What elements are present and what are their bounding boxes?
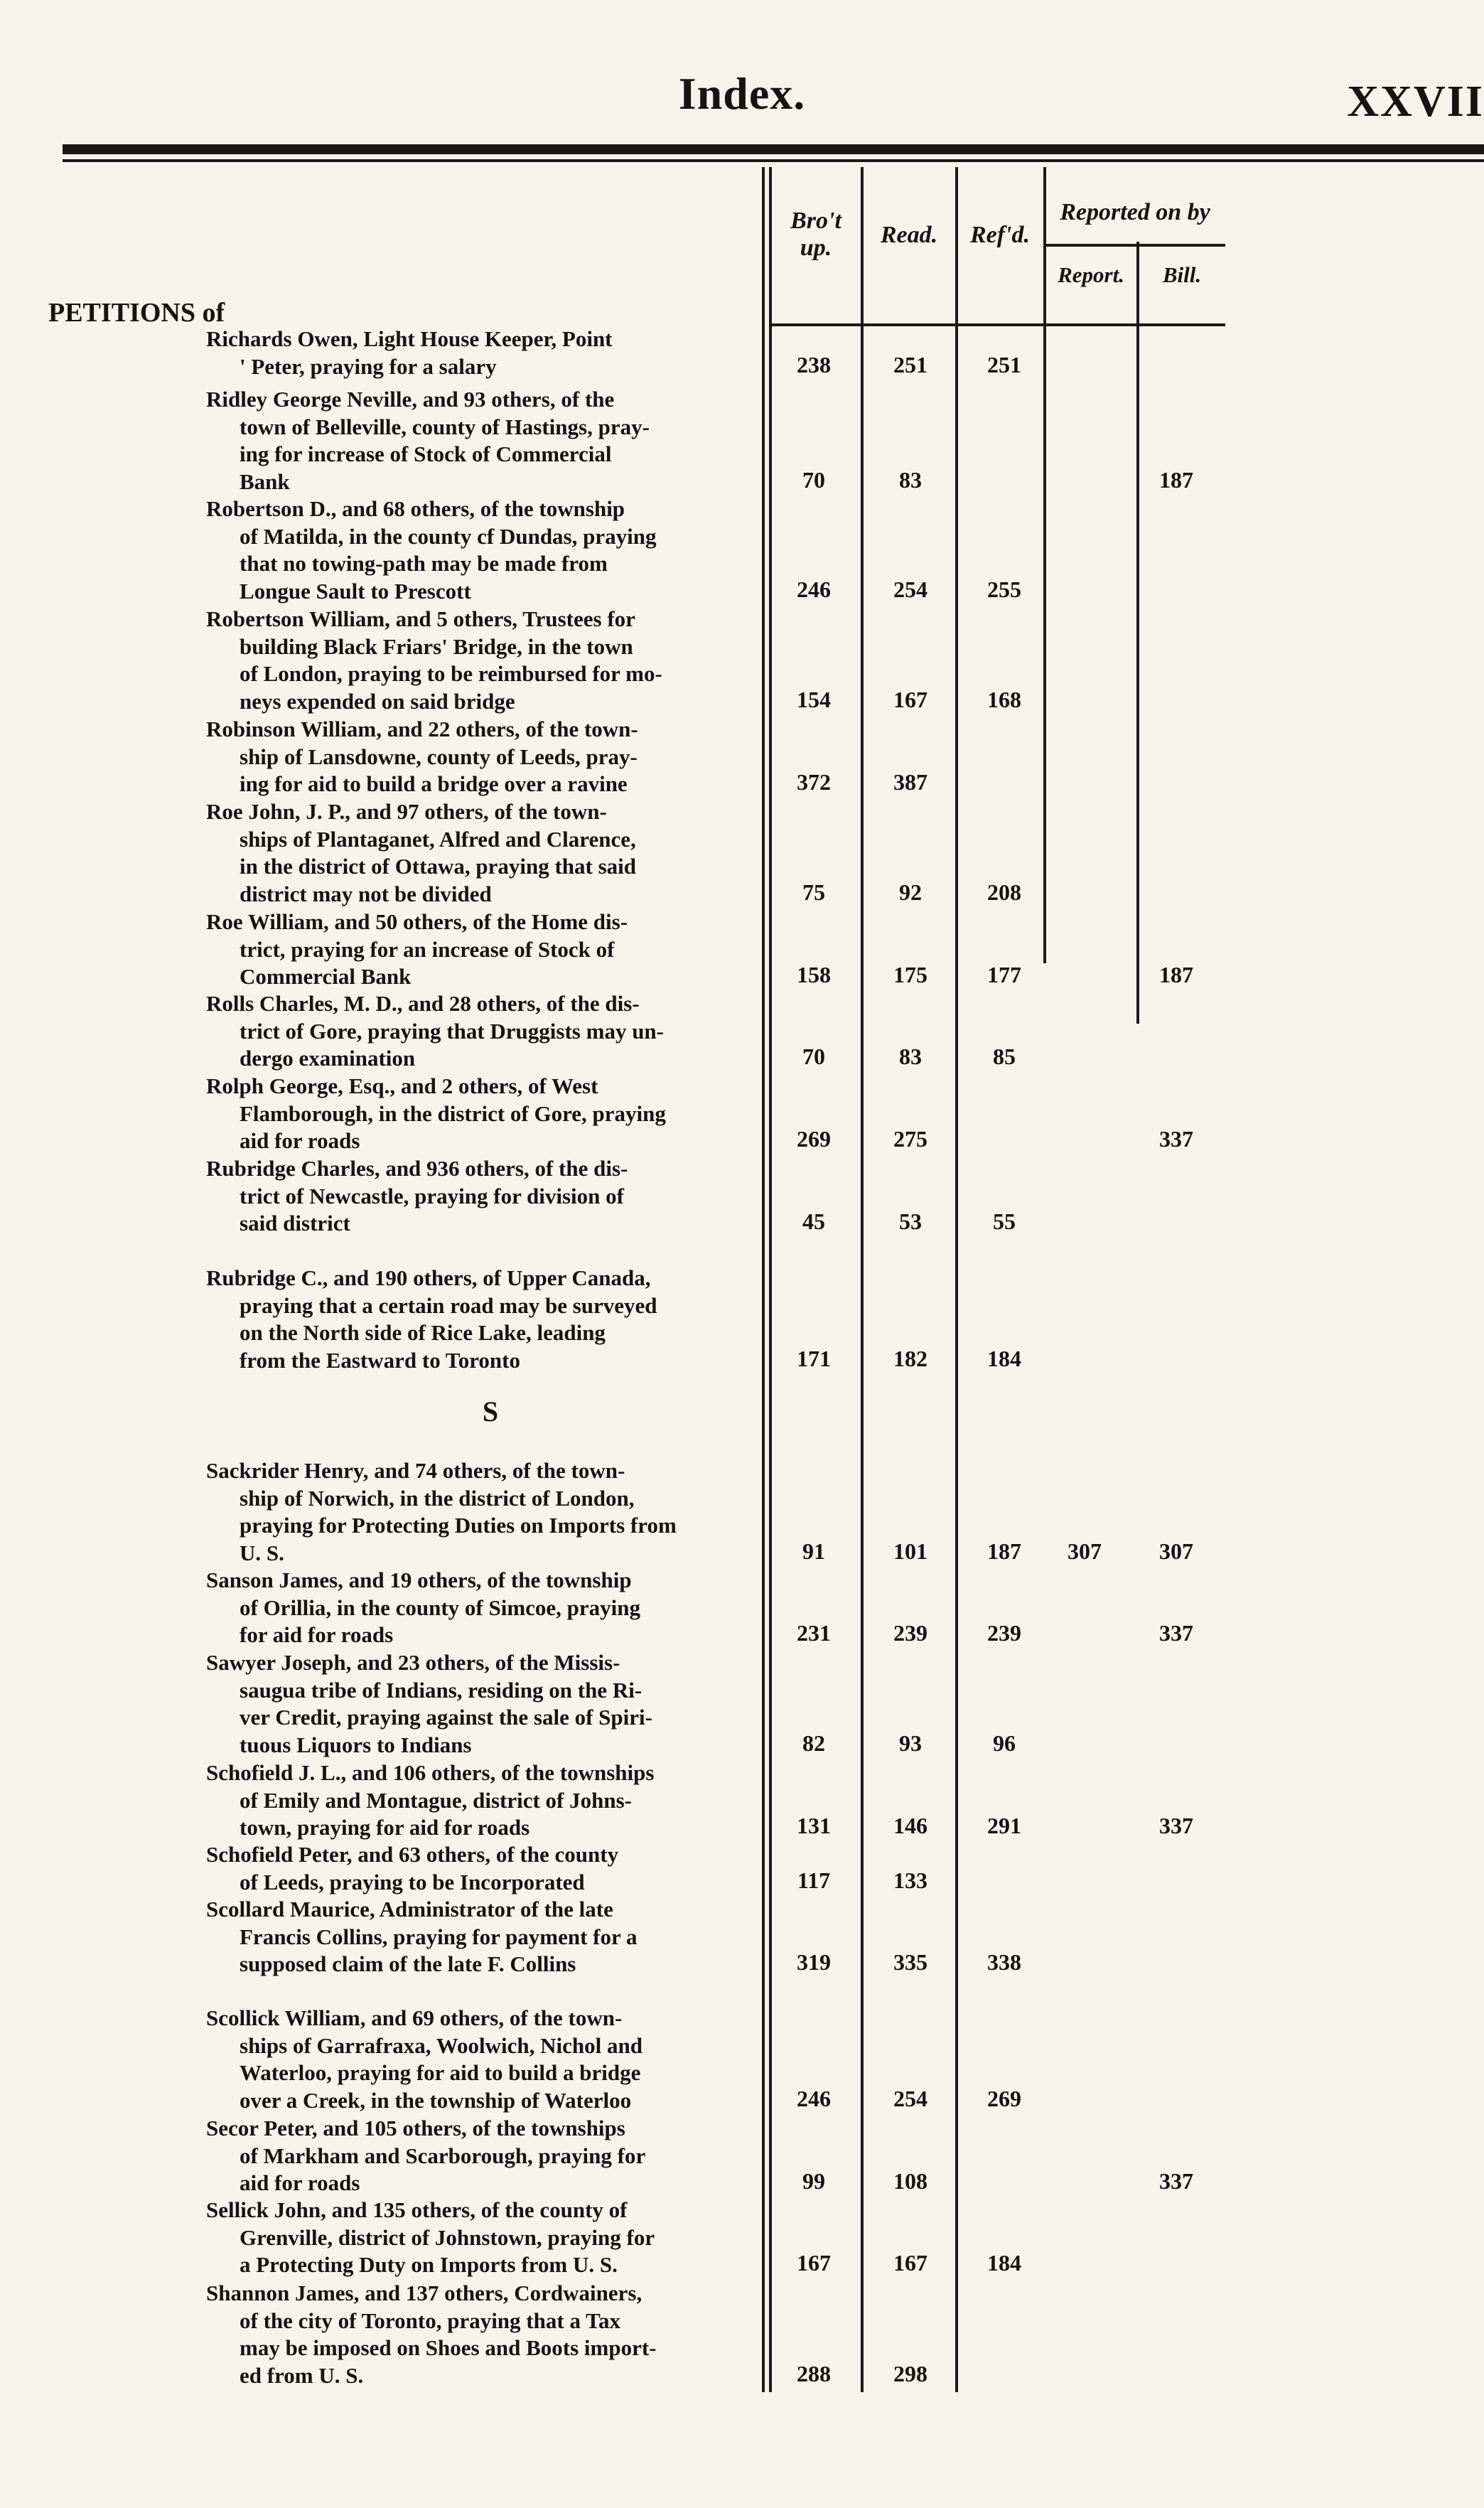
page-title: Index. [678, 68, 806, 119]
read-cell: 133 [893, 1867, 928, 1893]
entry-line [206, 1540, 757, 1568]
brot-up-cell: 99 [802, 2168, 825, 2194]
refd-cell: 184 [987, 1345, 1021, 1371]
entry-line [206, 1649, 757, 1677]
entry-line-text: Sawyer Joseph, and 23 others, of the Missis- [206, 1650, 620, 1675]
entry-line [206, 1292, 757, 1320]
entry-line-text: Rubridge C., and 190 others, of Upper Canada, [206, 1265, 651, 1290]
entry-line-text: Rubridge Charles, and 936 others, of the dis- [206, 1156, 628, 1181]
entry-line-text: Roe William, and 50 others, of the Home dis- [206, 909, 628, 934]
entry-line [206, 1732, 757, 1759]
table-row [206, 1567, 757, 1649]
entry-line [206, 2032, 757, 2060]
entry-line-text: ver Credit, praying against the sale of Spiri- [240, 1705, 652, 1730]
brot-up-cell: 70 [802, 466, 825, 493]
entry-line-text: town of Belleville, county of Hastings, pray- [240, 414, 650, 439]
table-row [206, 495, 757, 605]
table-row [206, 606, 757, 715]
entry-line-text: Longue Sault to Prescott [240, 578, 471, 604]
entry-line [206, 2005, 757, 2032]
entry-line-text: Roe John, J. P., and 97 others, of the town- [206, 799, 607, 824]
entry-line [206, 2362, 757, 2390]
entry-line [206, 606, 757, 633]
entry-line-text: praying for Protecting Duties on Imports from [240, 1513, 677, 1538]
brot-up-cell: 171 [797, 1345, 831, 1371]
entry-line-text: of Markham and Scarborough, praying for [240, 2143, 646, 2168]
brot-up-cell: 231 [797, 1620, 831, 1646]
entry-line-text: in the district of Ottawa, praying that said [240, 854, 636, 879]
entry-line-text: Francis Collins, praying for payment for a [240, 1924, 638, 1949]
table-row [206, 1759, 757, 1842]
entry-line-text: Rolph George, Esq., and 2 others, of West [206, 1073, 598, 1098]
entry-line-text: Richards Owen, Light House Keeper, Point [206, 326, 613, 351]
entry-line [206, 936, 757, 964]
column-rule [861, 167, 864, 2392]
read-cell: 275 [893, 1126, 928, 1152]
brot-up-cell: 70 [802, 1044, 825, 1069]
entry-line [206, 1127, 757, 1155]
refd-cell: 168 [987, 686, 1021, 712]
entry-line [206, 326, 757, 353]
refd-cell: 85 [993, 1044, 1016, 1069]
entry-line [206, 633, 757, 661]
entry-line-text: ship of Lansdowne, county of Leeds, pray- [240, 744, 638, 769]
entry-line-text: Scollick William, and 69 others, of the town- [206, 2005, 623, 2030]
entry-line [206, 1210, 757, 1238]
entry-line [206, 550, 757, 578]
entry-line [206, 798, 757, 826]
bill-cell: 187 [1159, 466, 1193, 493]
entry-line [206, 1567, 757, 1595]
entry-line-text: of London, praying to be reimbursed for mo- [240, 661, 662, 686]
entry-line-text: Robertson D., and 68 others, of the township [206, 496, 625, 521]
entry-line-text: Flamborough, in the district of Gore, praying [240, 1100, 666, 1126]
entry-line [206, 2335, 757, 2362]
entry-line [206, 771, 757, 798]
refd-cell: 187 [987, 1538, 1021, 1564]
entry-line-text: aid for roads [240, 2170, 360, 2195]
entry-line-text: of Leeds, praying to be Incorporated [240, 1869, 585, 1895]
brot-up-cell: 319 [797, 1949, 831, 1975]
letter-divider: S [482, 1395, 499, 1427]
refd-cell: 255 [987, 576, 1021, 602]
entry-line [206, 386, 757, 414]
read-cell: 108 [893, 2168, 928, 2194]
read-cell: 254 [893, 576, 928, 602]
entry-line [206, 1759, 757, 1787]
bill-cell: 337 [1159, 2168, 1193, 2194]
entry-line [206, 1704, 757, 1732]
entry-line-text: a Protecting Duty on Imports from U. S. [240, 2252, 618, 2277]
brot-up-cell: 154 [797, 686, 831, 712]
entry-line [206, 1896, 757, 1924]
column-header-brot-up: Bro't up. [790, 208, 842, 261]
column-rule [1136, 242, 1139, 1024]
brot-up-cell: 167 [797, 2250, 831, 2276]
entry-line [206, 688, 757, 716]
header-rule-columns [772, 323, 1225, 326]
table-row [206, 1265, 757, 1374]
entry-line [206, 881, 757, 909]
entry-line [206, 660, 757, 688]
page-numeral: XXVII [1347, 77, 1484, 126]
entry-line [206, 2224, 757, 2252]
brot-up-cell: 246 [797, 2085, 831, 2111]
read-cell: 83 [899, 466, 922, 493]
entry-line [206, 826, 757, 854]
entry-line [206, 353, 757, 381]
table-row [206, 2280, 757, 2389]
entry-line [206, 963, 757, 991]
entry-line-text: that no towing-path may be made from [240, 551, 608, 576]
entry-line-text: Secor Peter, and 105 others, of the townships [206, 2116, 625, 2140]
entry-line-text: saugua tribe of Indians, residing on the Ri- [240, 1677, 642, 1703]
entry-line-text: praying that a certain road may be surveyed [240, 1292, 657, 1318]
entry-line-text: of Emily and Montague, district of Johns- [240, 1787, 632, 1813]
entry-line [206, 1924, 757, 1951]
entry-line-text: from the Eastward to Toronto [240, 1347, 520, 1373]
entry-line-text: Sanson James, and 19 others, of the township [206, 1568, 632, 1592]
refd-cell: 96 [993, 1730, 1016, 1756]
entry-line [206, 495, 757, 523]
read-cell: 251 [893, 351, 928, 377]
entry-line [206, 523, 757, 551]
table-row [206, 326, 757, 380]
header-rule-reported [1045, 244, 1225, 247]
brot-up-cell: 288 [797, 2360, 831, 2386]
entry-line-text: trict, praying for an increase of Stock of [240, 936, 615, 962]
read-cell: 146 [893, 1813, 928, 1838]
entry-line [206, 1951, 757, 1978]
entry-line [206, 1183, 757, 1211]
entry-line [206, 2280, 757, 2308]
entry-line [206, 2251, 757, 2279]
entry-line-text: Grenville, district of Johnstown, praying for [240, 2224, 655, 2250]
entry-line-text: may be imposed on Shoes and Boots import- [240, 2335, 657, 2360]
entry-line-text: Scollard Maurice, Administrator of the late [206, 1897, 613, 1922]
table-row [206, 1841, 757, 1896]
entry-line-text: Waterloo, praying for aid to build a bridge [240, 2060, 641, 2085]
entry-line-text: Shannon James, and 137 others, Cordwainers, [206, 2281, 642, 2305]
entry-line [206, 744, 757, 771]
read-cell: 167 [893, 686, 928, 712]
entry-line-text: over a Creek, in the township of Waterloo [240, 2087, 632, 2113]
entry-line-text: ships of Garrafraxa, Woolwich, Nichol and [240, 2032, 642, 2058]
entry-line-text: Schofield Peter, and 63 others, of the county [206, 1842, 619, 1867]
entry-line [206, 1457, 757, 1485]
column-rule [762, 167, 765, 2392]
entry-line [206, 2087, 757, 2115]
brot-up-cell: 91 [802, 1538, 825, 1564]
entry-line-text: Robinson William, and 22 others, of the town- [206, 717, 638, 741]
refd-cell: 269 [987, 2085, 1021, 2111]
refd-cell: 208 [987, 879, 1021, 905]
entry-line-text: ed from U. S. [240, 2362, 364, 2388]
table-row [206, 1457, 757, 1567]
entry-line-text: building Black Friars' Bridge, in the town [240, 633, 633, 659]
column-header-refd: Ref'd. [969, 222, 1031, 248]
entry-line [206, 1155, 757, 1183]
entry-line-text: Ridley George Neville, and 93 others, of the [206, 387, 615, 412]
entry-line [206, 2197, 757, 2224]
refd-cell: 184 [987, 2250, 1021, 2276]
entry-line [206, 1869, 757, 1897]
entry-line [206, 1787, 757, 1815]
entry-line-text: Sellick John, and 135 others, of the county of [206, 2197, 628, 2222]
brot-up-cell: 269 [797, 1126, 831, 1152]
refd-cell: 291 [987, 1813, 1021, 1838]
entry-line [206, 2059, 757, 2087]
table-row [206, 1896, 757, 1978]
column-header-report: Report. [1058, 262, 1124, 287]
header-rule-thin [63, 159, 1484, 162]
refd-cell: 251 [987, 351, 1021, 377]
entry-line [206, 1319, 757, 1347]
entry-line-text: ing for aid to build a bridge over a ravine [240, 771, 628, 796]
entry-line-text: Schofield J. L., and 106 others, of the townships [206, 1760, 655, 1785]
read-cell: 83 [899, 1044, 922, 1069]
entry-line [206, 853, 757, 881]
refd-cell: 239 [987, 1620, 1021, 1646]
table-row [206, 2197, 757, 2279]
entry-line [206, 1622, 757, 1649]
entry-line [206, 1485, 757, 1513]
brot-up-cell: 238 [797, 351, 831, 377]
column-rule [769, 167, 772, 2392]
entry-line-text: supposed claim of the late F. Collins [240, 1951, 576, 1976]
table-row [206, 1073, 757, 1155]
entry-line-text: Robertson William, and 5 others, Trustees for [206, 606, 635, 631]
entry-line [206, 441, 757, 468]
table-row [206, 386, 757, 495]
read-cell: 254 [893, 2085, 928, 2111]
entry-line [206, 1814, 757, 1842]
entry-line [206, 990, 757, 1018]
table-row [206, 909, 757, 991]
entry-line-text: Commercial Bank [240, 964, 412, 989]
entry-line-text: trict of Newcastle, praying for division of [240, 1183, 624, 1209]
brot-up-cell: 246 [797, 576, 831, 602]
read-cell: 93 [899, 1730, 922, 1756]
read-cell: 92 [899, 879, 922, 905]
section-label: PETITIONS of [48, 298, 225, 328]
entry-line-text: Bank [240, 468, 290, 494]
entry-line [206, 1265, 757, 1292]
entry-line [206, 2308, 757, 2335]
read-cell: 298 [893, 2360, 928, 2386]
brot-up-cell: 131 [797, 1813, 831, 1838]
refd-cell: 55 [993, 1209, 1016, 1234]
brot-up-cell: 45 [802, 1209, 825, 1234]
entry-line [206, 909, 757, 936]
read-cell: 167 [893, 2250, 928, 2276]
entry-line-text: tuous Liquors to Indians [240, 1732, 472, 1757]
bill-cell: 307 [1159, 1538, 1193, 1564]
read-cell: 335 [893, 1949, 928, 1975]
entry-line-text: of the city of Toronto, praying that a Tax [240, 2308, 620, 2333]
refd-cell: 338 [987, 1949, 1021, 1975]
entry-line-text: said district [240, 1211, 350, 1236]
column-header-read: Read. [880, 222, 938, 248]
table-row [206, 2005, 757, 2114]
entry-line-text: aid for roads [240, 1128, 360, 1153]
entry-line [206, 1677, 757, 1705]
table-row [206, 716, 757, 798]
entry-line-text: of Orillia, in the county of Simcoe, praying [240, 1595, 641, 1620]
report-cell: 307 [1068, 1538, 1102, 1564]
entry-line-text: ing for increase of Stock of Commercial [240, 441, 612, 466]
entry-line [206, 468, 757, 496]
table-row [206, 1649, 757, 1759]
entry-line-text: Rolls Charles, M. D., and 28 others, of the dis- [206, 991, 640, 1016]
entry-line [206, 1045, 757, 1073]
brot-up-cell: 75 [802, 879, 825, 905]
entry-line [206, 2143, 757, 2170]
brot-up-cell: 117 [797, 1867, 831, 1893]
table-row [206, 1155, 757, 1238]
header-rule-thick [63, 144, 1484, 154]
read-cell: 239 [893, 1620, 928, 1646]
entry-line [206, 414, 757, 441]
entry-line-text: trict of Gore, praying that Druggists may un- [240, 1018, 664, 1044]
entry-line [206, 1512, 757, 1540]
read-cell: 387 [893, 769, 928, 795]
entry-line [206, 2170, 757, 2197]
entry-line-text: district may not be divided [240, 881, 492, 906]
entry-line-text: town, praying for aid for roads [240, 1815, 530, 1840]
entry-line [206, 1018, 757, 1046]
read-cell: 101 [893, 1538, 928, 1564]
brot-up-cell: 372 [797, 769, 831, 795]
read-cell: 182 [893, 1345, 928, 1371]
bill-cell: 187 [1159, 962, 1193, 987]
refd-cell: 177 [987, 962, 1021, 987]
entry-line-text: ship of Norwich, in the district of London, [240, 1485, 635, 1511]
read-cell: 53 [899, 1209, 922, 1234]
entry-line [206, 1100, 757, 1128]
entry-line [206, 1595, 757, 1622]
entry-line [206, 1073, 757, 1100]
entry-line-text: neys expended on said bridge [240, 688, 515, 714]
entry-line-text: dergo examination [240, 1046, 416, 1071]
entry-line [206, 2115, 757, 2143]
table-row [206, 2115, 757, 2197]
entry-line-text: U. S. [240, 1540, 284, 1565]
bill-cell: 337 [1159, 1620, 1193, 1646]
entry-line-text: on the North side of Rice Lake, leading [240, 1320, 606, 1345]
entry-line-text: of Matilda, in the county cf Dundas, praying [240, 523, 657, 549]
entry-line [206, 578, 757, 606]
brot-up-cell: 82 [802, 1730, 825, 1756]
entry-line-text: ' Peter, praying for a salary [240, 353, 497, 379]
bill-cell: 337 [1159, 1126, 1193, 1152]
entry-line [206, 716, 757, 744]
entry-line-text: for aid for roads [240, 1622, 394, 1647]
table-row [206, 798, 757, 908]
column-header-bill: Bill. [1162, 262, 1202, 287]
brot-up-cell: 158 [797, 962, 831, 987]
entry-line-text: ships of Plantaganet, Alfred and Clarence, [240, 826, 636, 852]
column-rule [955, 167, 958, 2392]
bill-cell: 337 [1159, 1813, 1193, 1838]
entry-line [206, 1841, 757, 1869]
column-header-reported-on-by: Reported on by [1060, 199, 1210, 225]
read-cell: 175 [893, 962, 928, 987]
table-row [206, 990, 757, 1073]
entry-line-text: Sackrider Henry, and 74 others, of the town- [206, 1458, 625, 1483]
entry-line [206, 1347, 757, 1375]
